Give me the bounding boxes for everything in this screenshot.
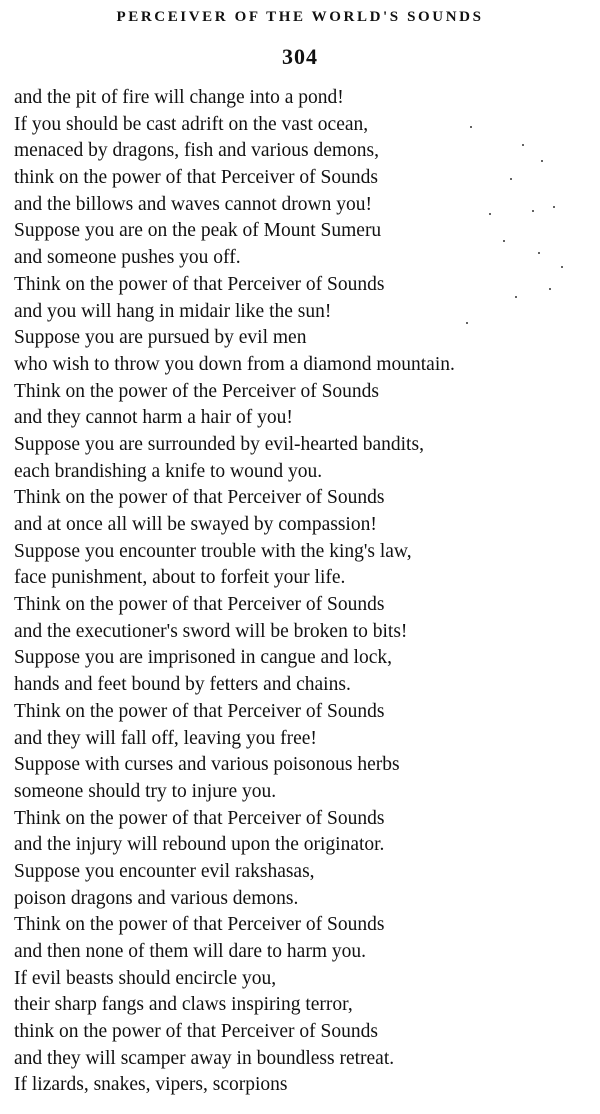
verse-line: Suppose you encounter evil rakshasas, <box>14 860 315 882</box>
scan-speck <box>541 160 543 162</box>
verse-line: If you should be cast adrift on the vast ocean, <box>14 113 369 135</box>
verse-line: menaced by dragons, fish and various demons, <box>14 140 379 162</box>
verse-line: and then none of them will dare to harm you. <box>14 941 366 962</box>
verse-line: Think on the power of that Perceiver of Sounds <box>14 807 385 829</box>
verse-line: Suppose you are on the peak of Mount Sumeru <box>14 220 382 242</box>
verse-line: poison dragons and various demons. <box>14 887 299 909</box>
scan-speck <box>466 322 468 324</box>
verse-line: Think on the power of that Perceiver of Sounds <box>14 487 385 509</box>
verse-line: If lizards, snakes, vipers, scorpions <box>14 1074 288 1096</box>
scan-speck <box>553 206 555 208</box>
verse-line: hands and feet bound by fetters and chains. <box>14 674 351 696</box>
scan-speck <box>515 296 517 298</box>
verse-line: and at once all will be swayed by compassion! <box>14 514 377 535</box>
verse-line: their sharp fangs and claws inspiring terror, <box>14 994 353 1016</box>
verse-line: each brandishing a knife to wound you. <box>14 460 323 482</box>
verse-line: Suppose you are imprisoned in cangue and lock, <box>14 647 392 669</box>
verse-text <box>14 85 589 1099</box>
verse-line: Think on the power of the Perceiver of Sounds <box>14 380 379 402</box>
verse-line: think on the power of that Perceiver of Sounds <box>14 167 378 189</box>
scan-speck <box>561 266 563 268</box>
verse-line: Suppose you are pursued by evil men <box>14 327 307 349</box>
verse-line: face punishment, about to forfeit your life. <box>14 567 346 589</box>
verse-line: and they will fall off, leaving you free! <box>14 727 317 749</box>
scan-speck <box>503 240 505 242</box>
verse-line: and they will scamper away in boundless retreat. <box>14 1047 395 1069</box>
verse-line: Think on the power of that Perceiver of Sounds <box>14 914 385 936</box>
verse-line: and they cannot harm a hair of you! <box>14 407 293 429</box>
verse-line: and the executioner's sword will be broken to bits! <box>14 620 408 642</box>
running-head: PERCEIVER OF THE WORLD'S SOUNDS <box>116 9 484 25</box>
verse-line: Think on the power of that Perceiver of Sounds <box>14 273 385 295</box>
verse-line: Suppose you encounter trouble with the king's law, <box>14 540 412 562</box>
scan-speck <box>522 144 524 146</box>
page-number: 304 <box>282 44 318 69</box>
scan-speck <box>549 288 551 290</box>
verse-line: and you will hang in midair like the sun! <box>14 300 332 322</box>
verse-line: Suppose you are surrounded by evil-hearted bandits, <box>14 433 424 455</box>
verse-line: who wish to throw you down from a diamond mountain. <box>14 353 455 375</box>
scan-speck <box>489 213 491 215</box>
scan-speck <box>470 126 472 128</box>
scan-speck <box>532 210 534 212</box>
scan-speck <box>538 252 540 254</box>
verse-line: If evil beasts should encircle you, <box>14 967 277 989</box>
verse-line: and the pit of fire will change into a pond! <box>14 87 344 108</box>
verse-line: Think on the power of that Perceiver of Sounds <box>14 700 385 722</box>
verse-line: Think on the power of that Perceiver of Sounds <box>14 594 385 616</box>
verse-line: and someone pushes you off. <box>14 247 241 269</box>
verse-line: and the injury will rebound upon the originator. <box>14 834 385 856</box>
scan-speck <box>510 178 512 180</box>
verse-line: someone should try to injure you. <box>14 780 277 802</box>
verse-line: think on the power of that Perceiver of Sounds <box>14 1021 378 1043</box>
verse-line: Suppose with curses and various poisonous herbs <box>14 754 400 776</box>
verse-line: and the billows and waves cannot drown you! <box>14 193 372 215</box>
